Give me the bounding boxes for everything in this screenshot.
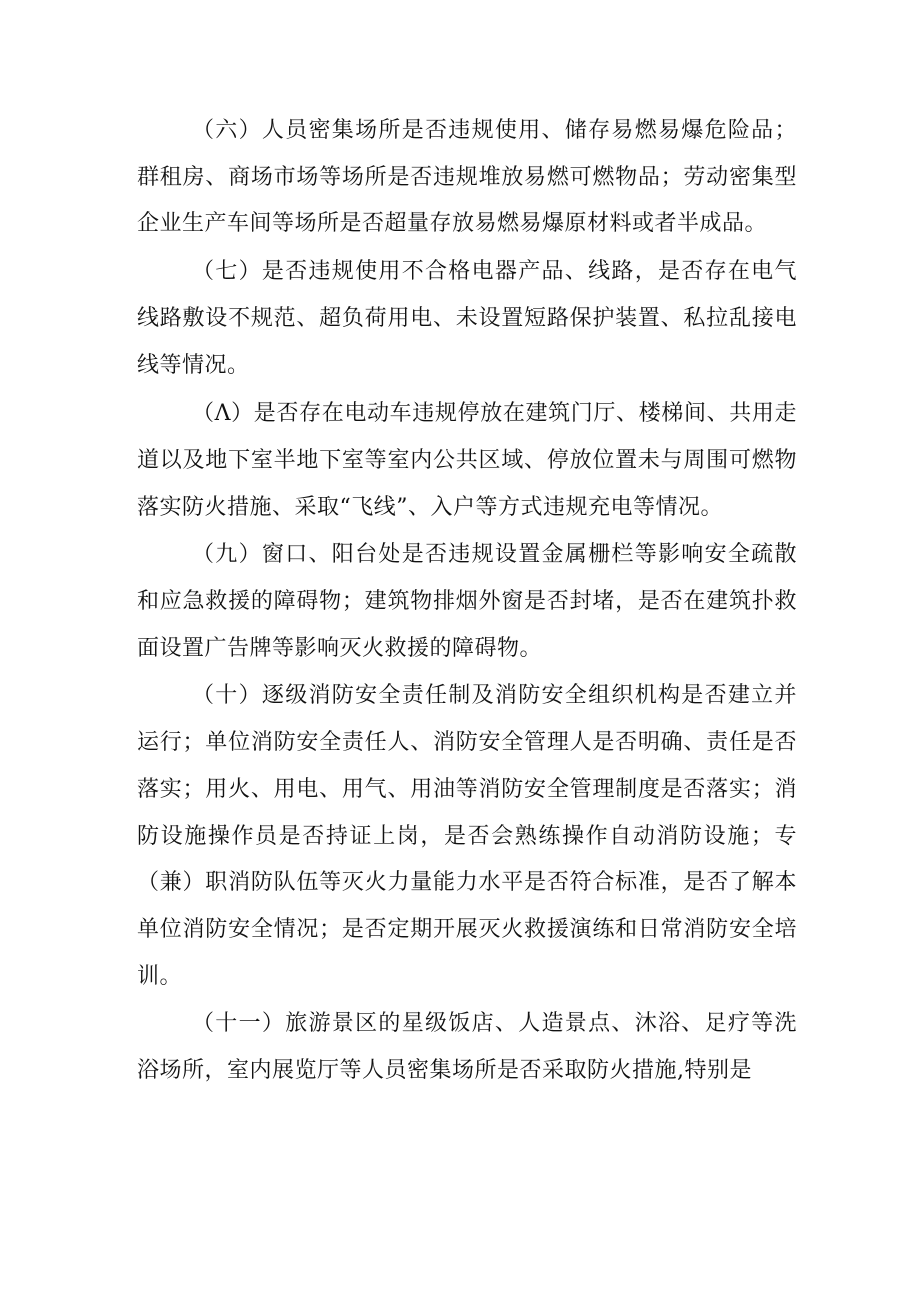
paragraph-item-7: （七）是否违规使用不合格电器产品、线路，是否存在电气线路敷设不规范、超负荷用电、未设置短路保护装置、私拉乱接电线等情况。 (137, 259, 797, 378)
paragraph-item-11: （十一）旅游景区的星级饭店、人造景点、沐浴、足疗等洗浴场所，室内展览厅等人员密集场所是否采取防火措施,特别是 (137, 1011, 797, 1084)
paragraph-item-6: （六）人员密集场所是否违规使用、储存易燃易爆危险品；群租房、商场市场等场所是否违规堆放易燃可燃物品；劳动密集型企业生产车间等场所是否超量存放易燃易爆原材料或者半成品。 (137, 118, 797, 237)
paragraph-item-8: （Λ）是否存在电动车违规停放在建筑门厅、楼梯间、共用走道以及地下室半地下室等室内公共区域、停放位置未与周围可燃物落实防火措施、采取“飞线”、入户等方式违规充电等情况。 (137, 401, 797, 520)
paragraph-item-9: （九）窗口、阳台处是否违规设置金属栅栏等影响安全疏散和应急救援的障碍物；建筑物排烟外窗是否封堵，是否在建筑扑救面设置广告牌等影响灭火救援的障碍物。 (137, 542, 797, 661)
document-body (137, 108, 797, 1096)
paragraph-item-10: （十）逐级消防安全责任制及消防安全组织机构是否建立并运行；单位消防安全责任人、消防安全管理人是否明确、责任是否落实；用火、用电、用气、用油等消防安全管理制度是否落实；消防设施操作员是否持证上岗，是否会熟练操作自动消防设施；专（兼）职消防队伍等灭火力量能力水平是否符合标准，是否了解本单位消防安全情况；是否定期开展灭火救援演练和日常消防安全培训。 (137, 683, 797, 989)
